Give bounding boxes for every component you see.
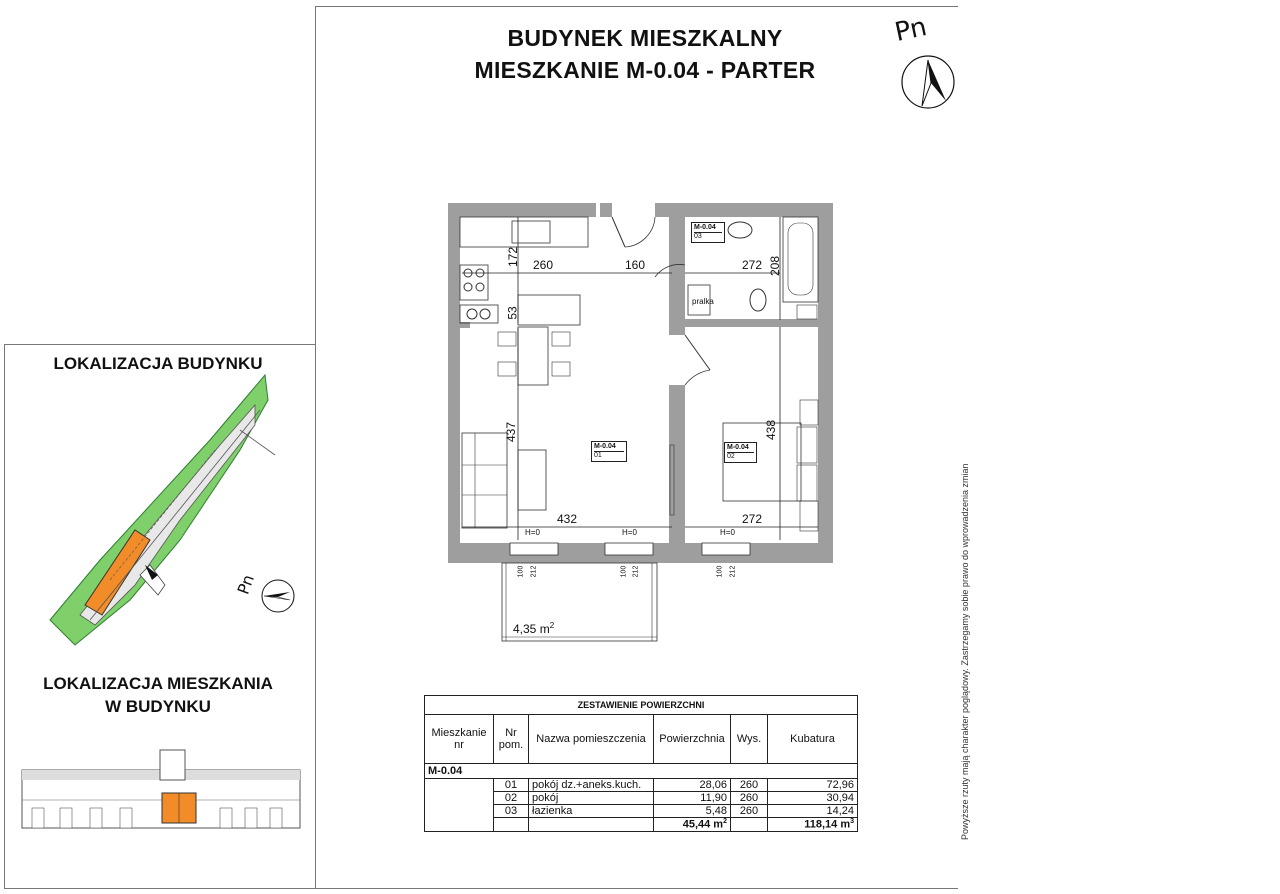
dim-53: 53	[505, 306, 520, 320]
dim-172: 172	[506, 246, 521, 268]
building-floor-strip	[20, 748, 305, 833]
frame-line-left	[4, 344, 5, 888]
disclaimer: Powyższe rzuty mają charakter poglądowy. Zastrzegamy sobie prawo do wprowadzenia zmian	[960, 463, 970, 840]
site-map	[40, 370, 280, 650]
table-row: 01 pokój dz.+aneks.kuch. 28,06 260 72,96	[425, 779, 858, 792]
frame-line-bottom	[315, 888, 958, 889]
frame-line-top	[315, 6, 958, 7]
side-north-label: Pn	[233, 572, 259, 597]
room-tag-02: M-0.04 02	[724, 442, 757, 463]
col-volume: Kubatura	[768, 715, 858, 764]
page-subtitle: MIESZKANIE M-0.04 - PARTER	[474, 57, 816, 83]
side-north-arrow-icon	[260, 578, 296, 614]
frame-line-side-bottom	[4, 888, 315, 889]
laundry-label: pralka	[692, 297, 714, 306]
apartment-location-title-2: W BUDYNKU	[105, 697, 211, 716]
north-label: Pn	[892, 12, 930, 48]
dim-208: 208	[768, 255, 783, 277]
dim-438: 438	[764, 419, 779, 441]
col-area: Powierzchnia	[654, 715, 731, 764]
window-sill-1b: 212	[530, 565, 538, 578]
total-volume: 118,14 $m^3$	[768, 818, 858, 832]
col-room-name: Nazwa pomieszczenia	[529, 715, 654, 764]
col-apartment: Mieszkanie nr	[425, 715, 494, 764]
apartment-id: M-0.04	[425, 764, 858, 779]
window-sill-2b: 212	[632, 565, 640, 578]
table-caption: ZESTAWIENIE POWIERZCHNI	[425, 696, 858, 715]
balcony-area: 4,35 $m^2$	[513, 621, 555, 636]
room-tag-01: M-0.04 01	[591, 441, 627, 462]
table-row: 02 pokój 11,90 260 30,94	[425, 792, 858, 805]
apartment-location-title-1: LOKALIZACJA MIESZKANIA	[43, 674, 273, 693]
surface-table	[424, 695, 858, 832]
window-sill-3b: 212	[729, 565, 737, 578]
north-arrow-icon	[900, 55, 960, 115]
total-area: 45,44 $m^2$	[654, 818, 731, 832]
window-sill-3a: 100	[716, 565, 724, 578]
location-title: LOKALIZACJA BUDYNKU	[53, 354, 263, 373]
col-room-no: Nr pom.	[494, 715, 529, 764]
window-h-3: H=0	[720, 528, 735, 537]
dim-437: 437	[504, 421, 519, 443]
col-height: Wys.	[731, 715, 768, 764]
table-row: 03 łazienka 5,48 260 14,24	[425, 805, 858, 818]
window-h-1: H=0	[525, 528, 540, 537]
dim-160: 160	[625, 258, 646, 272]
window-h-2: H=0	[622, 528, 637, 537]
room-tag-03: M-0.04 03	[691, 222, 725, 243]
window-sill-1a: 100	[517, 565, 525, 578]
frame-line-side-top	[4, 344, 315, 345]
window-sill-2a: 100	[620, 565, 628, 578]
dim-272-top: 272	[742, 258, 763, 272]
dim-272-bottom: 272	[742, 512, 763, 526]
dim-432: 432	[557, 512, 578, 526]
page-title: BUDYNEK MIESZKALNY	[507, 25, 783, 51]
dim-260: 260	[533, 258, 554, 272]
frame-line-center	[315, 6, 316, 888]
